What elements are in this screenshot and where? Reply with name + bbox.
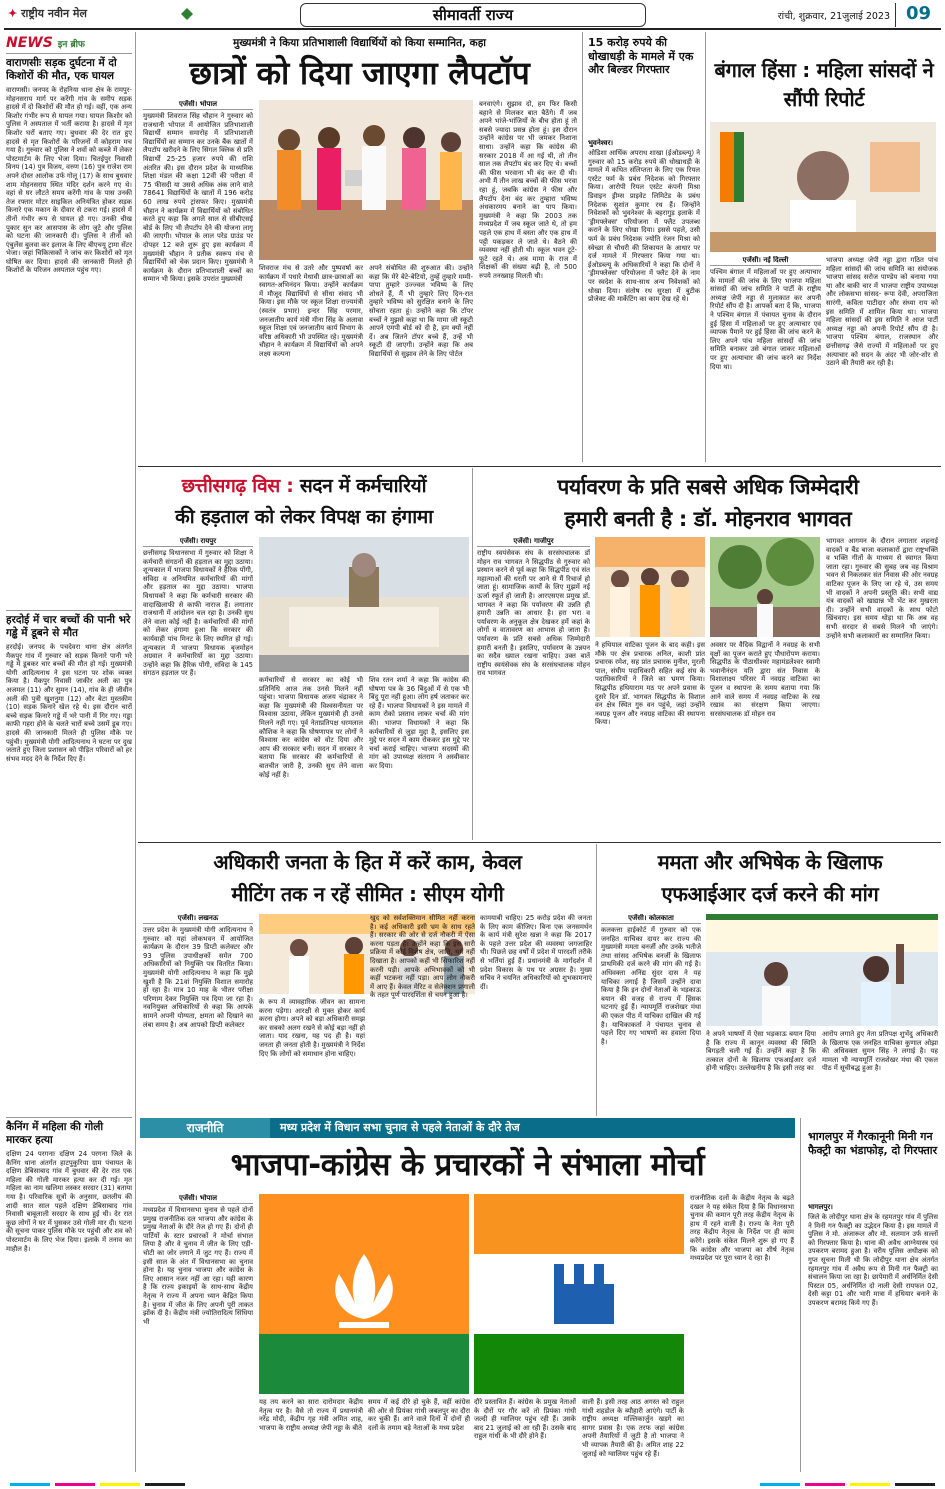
- dateline: रांची, शुक्रवार, 21जुलाई 2023: [777, 11, 890, 22]
- masthead: ✦ राष्ट्रीय नवीन मेल: [8, 7, 87, 20]
- bhagwat-col-3: [710, 641, 820, 837]
- bengal-headline: बंगाल हिंसा : महिला सांसदों ने सौंपी रिपोर्ट: [714, 58, 934, 111]
- cg-col-3: [369, 676, 469, 836]
- bhagalpur-column: [808, 1194, 938, 1468]
- mamata-body-1: कलकत्ता हाईकोर्ट में गुरुवार को एक जनहित याचिका दायर कर राज्य की मुख्यमंत्री ममता बनर्जी और उनके भतीजे तथा सांसद अभिषेक बनर्जी के खिलाफ प्राथमिकी दर्ज करने की मांग की गई है। अधिवक्ता अनिंद्य सुंदर दास ने यह याचिका लगाई है जिसमें उन्होंने दावा किया है कि इन दोनों नेताओं के भड़काऊ बयान की वजह से राज्य में हिंसक घटनाएं हुई हैं। न्यायमूर्ति राजशेखर मंथा की एकल पीठ में याचिका दाखिल की गई है। याचिकाकर्ता ने पंचायत चुनाव से पहले दिए गए भाषणों का हवाला दिया है।: [601, 926, 701, 1046]
- mp-col-5: [582, 1398, 684, 1468]
- mp-body-1: मध्यप्रदेश में विधानसभा चुनाव से पहले दोनों प्रमुख राजनीतिक दल भाजपा और कांग्रेस के प्रमुख नेताओं के दौरे तेज हो गए हैं। दोनों ही पार्टियों के स्टार प्रचारकों ने मोर्चा संभाल लिया है और वे चुनाव में जीत के लिए एड़ी-चोटी का जोर लगाने में जुट गए हैं। राज्य में इसी साल के अंत में विधानसभा का चुनाव होना है। यह चुनाव भाजपा और कांग्रेस के लिए आसान नजर नहीं आ रहा। यही कारण है कि राज्य इकाइयों के साथ-साथ केंद्रीय नेतृत्व ने राज्य में अपना ध्यान केंद्रित किया है। चुनाव में जीत के लिए अपनी पूरी ताकत झोंक दी है। केंद्रीय मंत्री ज्योतिरादित्य सिंधिया भी: [143, 1206, 253, 1326]
- laptop-headline: छात्रों को दिया जाएगा लैपटॉप: [189, 54, 530, 92]
- laptop-col-3: [369, 264, 473, 460]
- yogi-rule: [596, 844, 597, 1116]
- bengal-body-2: भाजपा अध्यक्ष जेपी नड्डा द्वारा गठित पांच महिला सांसदों की जांच समिति का संयोजक भाजपा सांसद सरोज पाण्डेय को बनाया गया था और बाकी चार में भाजपा राष्ट्रीय उपाध्यक्ष और लोकसभा सांसद- रूपा देवी, अपराजिता सारंगी, कविता पाटीदार और संध्या राय को इस समिति में शामिल किया था। भाजपा महिला सांसदों की इस समिति ने आज पार्टी अध्यक्ष नड्डा को अपनी रिपोर्ट सौंप दी है। भाजपा पश्चिम बंगाल, राजस्थान और छत्तीसगढ़ जैसे राज्यों में महिलाओं पर हुए अत्याचार को सदन के अंदर भी जोर-शोर से उठाने की तैयारी कर रही है।: [826, 256, 938, 368]
- bhagwat-photo-1: [595, 537, 705, 637]
- mp-col-3: [368, 1398, 470, 1468]
- odisha-column: [588, 130, 700, 460]
- cg-headline-a: सदन में कर्मचारियों: [299, 475, 427, 497]
- cg-rule: [472, 468, 473, 840]
- registration-bar: [0, 1476, 945, 1486]
- bhagwat-body-2: ने हथियाल वाटिका पूजन के बाद कही। इस मौके पर क्षेत्र प्रचारक अनिल, काशी प्रांत प्रचारक रमेश, सह प्रांत प्रचारक मुनीश, मुरली पाल, संघीय पदाधिकारी सहित कई संघ के पदाधिकारियों ने जिले का भ्रमण किया। सिद्धपीठ हथियाराम मठ पर अपने प्रवास के दूसरे दिन डॉ. भागवत सिद्धपीठ के विशाल वन क्षेत्र स्थित गुरु वन पहुंचे, जहां उन्होंने नवग्रह पूजन और नवग्रह वाटिका की स्थापना किया।: [595, 641, 705, 727]
- yogi-col-2: [259, 998, 365, 1114]
- news-brief-column: [6, 32, 132, 1472]
- politics-section-bar: [140, 1118, 795, 1138]
- mp-headline: भाजपा-कांग्रेस के प्रचारकों ने संभाला मोर्चा: [230, 1147, 705, 1183]
- cg-headline-b: की हड़ताल को लेकर विपक्ष का हंगामा: [175, 506, 433, 528]
- cg-body-1: छत्तीसगढ़ विधानसभा में गुरुवार को शिक्षा ने कर्मचारी संगठनों की हड़ताल का मुद्दा उठाया। शून्यकाल में भाजपा विधायकों ने हैरिक पोंगी, संविदा व अनियमित कर्मचारियों की मांगों और हड़ताल का मुद्दा उठाया। भाजपा विधायकों ने कहा कि कर्मचारी सरकार की वादाखिलाफी से काफी नाराज हैं। लगातार राजधानी में आंदोलन चल रहा है। उनकी सुध लेने वाला कोई नहीं है। कर्मचारियों की मांगों को लेकर हंगामा हुआ कि सरकार की कार्यवाही पांच मिनट के लिए स्थगित हो गई। शून्यकाल में भाजपा विधायक बृजमोहन अग्रवाल ने कर्मचारियों का मुद्दा उठाया। उन्होंने कहा कि हैरिक पोंगी, संविदा के 145 संगठन हड़ताल पर हैं।: [143, 549, 253, 678]
- laptop-byline: एजेंसी। भोपाल: [143, 100, 253, 110]
- brief-item-2: [6, 610, 132, 1113]
- congress-flag-photo: [474, 1194, 684, 1394]
- section-title: सीमावर्ती राज्य: [300, 3, 646, 27]
- mp-body-2: यह तय करने का सारा दारोमदार केंद्रीय नेतृत्व पर है। वैसे तो राज्य में प्रधानमंत्री नरेंद्र मोदी, केंद्रीय गृह मंत्री अमित शाह, भाजपा के राष्ट्रीय अध्यक्ष जेपी नड्डा के बीते: [259, 1398, 363, 1432]
- yogi-col-1: [143, 914, 253, 1114]
- page-number: 09: [895, 3, 941, 27]
- bhagwat-photo-2: [710, 537, 820, 637]
- mamata-byline: एजेंसी। कोलकाता: [601, 914, 701, 924]
- mamata-col-1: [601, 914, 701, 1114]
- header-rule: [4, 28, 941, 30]
- laptop-body-1: मुख्यमंत्री शिवराज सिंह चौहान ने गुरुवार को राजधानी भोपाल में आयोजित प्रतिभाशाली विद्यार्थी सम्मान समारोह में प्रतिभाशाली विद्यार्थियों का सम्मान कर उनके बैंक खातों में लैपटॉप खरीदने के लिए सिंगल क्लिक से प्रति विद्यार्थी 25-25 हजार रुपये की राशि अंतरित की। इस दौरान प्रदेश के माध्यमिक शिक्षा मंडल की कक्षा 12वीं की परीक्षा में 75 फीसदी या उससे अधिक अंक लाने वाले 78641 विद्यार्थियों के खातों में 196 करोड़ 60 लाख रुपये ट्रांसफर किए। मुख्यमंत्री चौहान ने कार्यक्रम में विद्यार्थियों को संबोधित करते हुए कहा कि अगले साल से सीबीएसई बोर्ड के लिए भी लैपटॉप देने की योजना लागू की जाएगी। भोपाल के लाल परेड ग्राउंड पर दोपहर 12 बजे शुरू हुए इस कार्यक्रम में मुख्यमंत्री चौहान ने प्रतीक स्वरूप मंच से विद्यार्थियों को चेक प्रदान किए। मुख्यमंत्री ने कार्यक्रम के दौरान प्रतिभाशाली बच्चों का सम्मान भी किया। इसके उपरांत मुख्यमंत्री: [143, 112, 253, 284]
- mamata-body-2: ने अपने भाषणों में ऐसा भड़काऊ बयान दिया है कि राज्य में कानून व्यवस्था की स्थिति बिगड़ती चली गई है। उन्होंने कहा है कि तत्काल दोनों के खिलाफ एफआईआर दर्ज होनी चाहिए। उल्लेखनीय है कि इसी तरह का: [706, 1030, 816, 1073]
- mamata-col-3: [822, 1030, 938, 1114]
- bhagwat-body-3: अवसर पर वैदिक विद्वानों ने नवग्रह के सभी वृक्षों का पूजन कराते हुए पौधारोपण कराया। सिद्धपीठ के पीठाधीश्वर महामंडलेश्वर स्वामी भवानीनंदन यति द्वारा संत निवास के विशालाक्ष्य परिसर में नवग्रह वाटिका का पूजन व स्थापना के समय बताया गया कि आने वाले समय में नवग्रह वाटिका के रख रखाव का संरक्षण किया जाएगा। सरसंघचालक डॉ मोहन राव: [710, 641, 820, 718]
- bhagwat-headline-b: हमारी बनती है : डॉ. मोहनराव भागवत: [564, 507, 852, 531]
- mamata-headline-b: एफआईआर दर्ज करने की मांग: [661, 882, 879, 906]
- bhagwat-body-4: भागवत आगमन के दौरान लगातार शहनाई वादकों व बैंड बाजा कलाकारों द्वारा राष्ट्रभक्ति व भक्ति गीतों के माध्यम से स्वागत किया जाता रहा। गुरुवार की सुबह जब वह विश्राम भवन से निकलकर संत निवास की ओर नवग्रह वाटिका पूजन के लिए जा रहे थे, उस समय भी वादकों ने अपनी प्रस्तुति की। सभी वाद्य यंत्र वादकों को खाद्यान्न भी भेंट कर मुखरता दी। उन्होंने सभी वादकों के साथ फोटो खिंचवाए। इस समय थोड़ा था कि अब वह सभी सरदार से सबसे मिलने भी जाएंगे। उन्होंने सभी कलाकारों का सम्मानित किया।: [826, 537, 938, 640]
- row1-rule: [138, 466, 941, 467]
- brief-label: इन ब्रीफ: [57, 40, 85, 50]
- bengal-col-1: [710, 256, 821, 461]
- brief-body-1: वाराणसी। जनपद के रोहनिया थाना क्षेत्र के रामपुर-मोहनसराय मार्ग पर करेंगी गांव के समीप सड़क हादसे में दो किशोरों की मौत हो गई। वहीं, एक अन्य किशोर गंभीर रूप से घायल गया। घायल किशोर को पुलिस ने अस्पताल में भर्ती कराया है। हादसे में मृत किशोर घरों बताए गए। बुधवार की देर रात हुए हादसे से मृत किशोरों के परिजनों में कोहराम मच गया है। गुरुवार को पुलिस ने शवों को कब्जे में लेकर पोस्टमार्टम के लिए भेजा दिया। चितईपुर निवासी विनय (14) पुत्र विजय, वरुण (16) पुत्र राजेश राम अपने दोस्त आलोक उर्फ गोलू (17) के साथ बुधवार शाम मोहनसराय स्थित मंदिर दर्शन करने गए थे। वहां से घर लौटते समय करेंगी गांव के पास उनकी तेज रफ्तार मोटर साइकिल अनियंत्रित होकर सड़क किनारे एक मकान के दीवार से टकरा गई। हादसे में तीनों गंभीर रूप से घायल हो गए। उनकी चीख पुकार सुन कर आसपास के लोग जुटे और पुलिस को घटना की जानकारी दी। पुलिस ने तीनों को एंबुलेंस बुलवा कर इलाज के लिए बीएचयू ट्रामा सेंटर भेजा। जहां चिकित्सकों ने जांच कर किशोरों को मृत घोषित कर दिया। हादसे की जानकारी मिलते ही किशोरों के परिजन अस्पताल पहुंच गए।: [6, 86, 132, 275]
- yogi-col-3: [370, 914, 475, 1114]
- politics-section-tag: राजनीति: [140, 1118, 270, 1138]
- yogi-body-1: उत्तर प्रदेश के मुख्यमंत्री योगी आदित्यनाथ ने गुरुवार को यहां लोकभवन में आयोजित कार्यक्रम के दौरान 39 डिप्टी कलेक्टर और 93 पुलिस उपाधीक्षकों समेत 700 अधिकारियों को नियुक्ति पत्र वितरित किया। मुख्यमंत्री योगी आदित्यनाथ ने कहा कि मुझे खुशी है कि 21वां नियुक्ति विशाल समारोह हो रहा है। मात्र 10 माह के भीतर परीक्षा परिणाम देकर नियुक्ति पत्र दिया जा रहा है। नवनियुक्त अधिकारियों से कहा कि आपके सामने अपनी योग्यता, क्षमता को दिखाने का लंबा समय है। अब आपको डिप्टी कलेक्टर: [143, 926, 253, 1029]
- news-brief-label: [6, 32, 132, 54]
- yogi-body-3: खुद को सर्वशक्तिमान सीमित नहीं करना है। कई अधिकारी इसी भ्रम के साथ रहते हैं। सरकार की ओर से दर्ज नौकरी में ऐसा करना पड़ता है। उन्होंने कहा कि इस सारी प्रक्रिया में कोई विशेष क्षेत्र, जाति, धर्म नहीं दिखाता है। आपको कहीं भी सिफारिश नहीं करनी पड़ी। आपके अभिभावकों को भी कहीं भटकना नहीं पड़ा। आप लोग नौकरी में आए हैं। केवल मेरिट व सेलेक्शन प्रणाली के तहत पूर्ण पारदर्शिता से चयन हुआ है।: [370, 914, 475, 1000]
- bhagalpur-headline: भागलपुर में गैरकानूनी मिनी गन फैक्ट्री का भंडाफोड़, दो गिरफ्तार: [808, 1130, 938, 1157]
- mp-body-5: वाली हैं। इसी तरह आठ अगस्त को राहुल गांधी शहडोल के ब्यौहारी आएंगे। पार्टी के राष्ट्रीय अध्यक्ष मल्लिकार्जुन खड़गे का सागर प्रवास है। एक तरफ जहां कांग्रेस अपनी तैयारियों में जुटी है तो भाजपा ने भी व्यापक तैयारी की है। अमित शाह 22 जुलाई को ग्वालियर पहुंच रहे हैं।: [582, 1398, 684, 1458]
- laptop-photo: [259, 100, 473, 260]
- yogi-headline-b: मीटिंग तक न रहें सीमित : सीएम योगी: [231, 882, 504, 906]
- laptop-col-2: [259, 264, 363, 460]
- brief-item-1: [6, 57, 132, 606]
- mamata-col-2: [706, 1030, 816, 1114]
- brief-body-2: हरदोई। जनपद के पचदेवरा थाना क्षेत्र अंतर्गत मैकपुर गांव में गुरुवार को सड़क किनारे पानी भरे गड्ढे में डूबकर चार बच्चों की मौत हो गई। मुख्यमंत्री योगी आदित्यनाथ ने इस घटना पर शोक व्यक्त किया है। मैकपुर निवासी जाकीर अली का पुत्र अजमल (11) और सुमन (14), गांव के ही जीवीन अली की पुत्री खुशनुमा (12) और बेटा मुस्तकीम (10) सड़क किनारे खेल रहे थे। इस दौरान चारों बच्चे सड़क किनारे गड्ढे में भरे पानी में गिर गए। गड्ढा काफी गहरा होने के चलते चारों बच्चे उसमें डूब गए। हादसे की जानकारी मिलते ही पुलिस मौके पर पहुंची। मुख्यमंत्री योगी आदित्यनाथ ने घटना पर दुख जताते हुए जिला प्रशासन को पीड़ित परिवारों को हर संभव मदद देने के निर्देश दिए हैं।: [6, 643, 132, 763]
- mamata-photo: [706, 914, 938, 1026]
- odisha-byline: भुवनेश्वर।: [588, 139, 614, 147]
- brief-body-3: दक्षिण 24 परगनाः दक्षिण 24 परगना जिले के कैनिंग थाना अंतर्गत हाटपुकुरिया ग्राम पंचायत के दक्षिण डेबिसाबाद गांव में बुधवार की देर रात एक महिला की गोली मारकर हत्या कर दी गई। मृत महिला का नाम खलिमा लस्कर सरदार (31) बताया गया है। परिवारिक सूत्रों के अनुसार, छतलीय की शादी सात साल पहले दक्षिण डेबिसाबाद गांव निवासी बाबूलाली सरदार के साथ हुई थी। देर रात कुछ लोगों ने घर में घुसकर उसे गोली मार दी। घटना की सूचना पाकर पुलिस मौके पर पहुंची और शव को पोस्टमार्टम के लिए भेज दिया। इलाके में तनाव का माहौल है।: [6, 1150, 132, 1253]
- laptop-col-4: [479, 100, 577, 460]
- bhagalpur-byline: भागलपुर।: [808, 1203, 833, 1211]
- mp-col-6: [690, 1194, 794, 1468]
- nadda-photo: [710, 122, 936, 252]
- odisha-rule: [705, 32, 706, 462]
- masthead-logo-icon: ✦: [8, 7, 18, 20]
- laptop-col-1: [143, 100, 253, 460]
- bhagwat-col-1: [477, 537, 590, 837]
- brief-item-3: [6, 1117, 132, 1450]
- masthead-ornament-icon: [180, 6, 194, 20]
- mamata-body-3: आरोप लगाते हुए नेता प्रतिपक्ष शुभेंदु अधिकारी के खिलाफ एक जनहित याचिका कुणाल ओझा की अधिवक्ता सुमन सिंह ने लगाई है। यह मामला भी न्यायमूर्ति राजशेखर मंथा की एकल पीठ में सूचीबद्ध हुआ है।: [822, 1030, 938, 1073]
- laptop-kicker: मुख्यमंत्री ने किया प्रतिभाशाली विद्यार्थियों को किया सम्मानित, कहा: [232, 37, 487, 49]
- brief-title-2: हरदोई में चार बच्चों की पानी भरे गड्ढे में डूबने से मौत: [6, 614, 131, 639]
- assembly-photo: [259, 537, 469, 672]
- bhagwat-col-4: [826, 537, 938, 837]
- yogi-body-4: कामयाबी चाहिए। 25 करोड़ प्रदेश की जनता के लिए काम कीजिए। बिना एक जनसमर्थन के कार्य मंत्री सुरेश खन्ना ने कहा कि 2017 के पहले उत्तर प्रदेश की व्यवस्था जगजाहिर थी। पिछले छह वर्षों में प्रदेश में पारदर्शी तरीके से भर्तियां हुई हैं। प्रधानमंत्री के मार्गदर्शन में प्रदेश विकास के पथ पर अग्रसर है। मुख्य सचिव ने चयनित अधिकारियों को शुभकामनाएं दीं।: [480, 914, 592, 991]
- mp-body-4: दौरे प्रस्तावित हैं। कांग्रेस के प्रमुख नेताओं के दौरों पर गौर करें तो प्रियंका गांधी जल्दी ही ग्वालियर पहुंच रही हैं। उसके बाद 21 जुलाई को आ रही हैं। उसके बाद राहुल गांधी के भी दौरे होने हैं।: [474, 1398, 576, 1441]
- bhagwat-headline-a: पर्यावरण के प्रति सबसे अधिक जिम्मेदारी: [557, 475, 859, 499]
- brief-title-3: कैनिंग में महिला की गोली मारकर हत्या: [6, 1121, 104, 1146]
- bjp-flag-photo: [259, 1194, 469, 1394]
- bengal-body-1: पश्चिम बंगाल में महिलाओं पर हुए अत्याचार के मामलों की जांच के लिए भाजपा महिला सांसदों की जांच समिति ने पार्टी के राष्ट्रीय अध्यक्ष जेपी नड्डा से मुलाकात कर अपनी रिपोर्ट सौंप दी है। आपको बता दें कि, भाजपा ने पश्चिम बंगाल में पंचायत चुनाव के दौरान हुई हिंसा में महिलाओं पर हुए अत्याचार एवं व्यापक पैमाने पर हुई हिंसा की जांच करने के लिए अपने पांच महिला सांसदों की जांच समिति बनाकर उसे बंगाल जाकर महिलाओं पर हुए अत्याचार की जांच करने का निर्देश दिया था।: [710, 268, 821, 371]
- left-column-rule: [135, 32, 136, 1472]
- yogi-byline: एजेंसी। लखनऊ: [143, 914, 253, 924]
- mp-body-3: समय में कई दौरे हो चुके हैं, वहीं कांग्रेस की ओर से प्रियंका गांधी जबलपुर का दौरा कर चुकी हैं। आने वाले दिनों में दोनों ही दलों के तमाम बड़े नेताओं के मध्य प्रदेश: [368, 1398, 470, 1432]
- bhagwat-byline: एजेंसी। गाजीपुर: [477, 537, 590, 547]
- cg-kicker: छत्तीसगढ़ विस :: [181, 475, 294, 497]
- row2-rule: [138, 842, 941, 843]
- cg-col-1: [143, 537, 253, 837]
- odisha-headline: 15 करोड़ रुपये की धोखाधड़ी के मामले में एक और बिल्डर गिरफ्तार: [588, 36, 694, 76]
- bengal-col-2: [826, 256, 938, 461]
- mamata-headline-a: ममता और अभिषेक के खिलाफ: [657, 850, 883, 874]
- mp-byline: एजेंसी। भोपाल: [143, 1194, 253, 1204]
- odisha-body: ओडिशा आर्थिक अपराध शाखा (ईओडब्ल्यू) ने गुरुवार को 15 करोड़ रुपये की धोखाधड़ी के मामले में कथित संलिप्तता के लिए एक रियल एस्टेट फर्म के प्रबंध निदेशक को गिरफ्तार किया। आरोपी रियल एस्टेट कंपनी मिश्रा डिवाइन ड्रीम्स प्राइवेट लिमिटेड के प्रबंध निदेशक सुशांत कुमार रथ हैं। जिन्होंने निवेशकों को भुवनेश्वर के बहरागुड़ इलाके में 'ड्रीमफ्लेक्स' परियोजना में फ्लैट उपलब्ध कराने के लिए धोखा दिया। इससे पहले, उसी फर्म के प्रबंध निदेशक ज्योति रंजन मिश्रा को स्वेच्छा से चौधरी की शिकायत के आधार पर दर्ज मामले में गिरफ्तार किया गया था। ईओडब्ल्यू के अधिकारियों ने कहा कि दोनों ने 'ड्रीमफ्लेक्स' परियोजना में फ्लैट देने के नाम पर स्वदेश के साथ-साथ अन्य निवेशकों को धोखा दिया। संतोष रथ सुरक्षा में बुटीक प्रोजेक्ट की मार्केटिंग का काम देख रहे थे।: [588, 149, 700, 304]
- bhagwat-body-1: राष्ट्रीय स्वयंसेवक संघ के सरसंघचालक डॉ मोहन राव भागवत ने सिद्धपीठ से गुरुवार को प्रस्थान करने से पूर्व कहा कि सिद्धपीठ एवं संत महात्माओं की धरती पर आने से मैं रिचार्ज हो जाता हूं। सामाजिक कार्यों के लिए मुझमें नई ऊर्जा स्फूर्त हो जाती है। आरएसएस प्रमुख डॉ. भागवत ने कहा कि पर्यावरण की उन्नति ही हमारी उन्नति का आधार है। हरा भरा व पर्यावरण के अनुकूल क्षेत्र देखकर हमें कहां के लोगों व वातावरण का आभास हो जाता है। पर्यावरण के प्रति सबसे अधिक जिम्मेदारी हमारी बनती है। इसलिए, पर्यावरण के उन्नयन का सदैव ख्याल रखना चाहिए। उक्त बातें राष्ट्रीय स्वयंसेवक संघ के सरसंघचालक मोहन राव भागवत: [477, 549, 590, 678]
- mp-col-4: [474, 1398, 576, 1468]
- cg-col-2: [259, 676, 363, 836]
- laptop-body-3: अपने संबोधित की शुरुआत की। उन्होंने कहा कि मेरे बेटे-बेटियो, तुम्हें तुम्हारे मम्मी-पापा तुम्हारे उज्ज्वल भविष्य के लिए शोधते हैं, मैं भी तुम्हारे लिए दिन-रात तुम्हारे भविष्य को सुरक्षित बनाने के लिए सोचता रहता हूं। उन्होंने कहा कि टॉपर बच्चों ने मुझसे कहा था कि मामा जी स्कूटी आपने एमपी बोर्ड को दी है, हम क्यों नहीं दें। अब जितने टॉपर बच्चे हैं, उन्हें भी स्कूटी दी जाएगी। उन्होंने कहा कि अब विद्यार्थियों से सुझाव लेने के लिए पोर्टल: [369, 264, 473, 358]
- news-label: NEWS: [6, 35, 53, 51]
- bengal-byline: एजेंसी। नई दिल्ली: [710, 256, 821, 266]
- cg-headline-line1: [140, 473, 468, 501]
- mp-col-2: [259, 1398, 363, 1468]
- bhagwat-col-2: [595, 641, 705, 837]
- mp-col-1: [143, 1194, 253, 1468]
- laptop-body-2: शिवराज मंच से उतरे और पुष्पवर्षा कर कार्यक्रम में पधारे मेधावी छात्र-छात्राओं का स्वागत-अभिनंदन किया। उन्होंने कार्यक्रम में मौजूद विद्यार्थियों से सीधा संवाद भी किया। इस मौके पर स्कूल शिक्षा राज्यमंत्री (स्वतंत्र प्रभार) इन्दर सिंह परमार, जनजातीय कार्य मंत्री मीना सिंह के अलावा स्कूल शिक्षा एवं जनजातीय कार्य विभाग के वरिष्ठ अधिकारी भी उपस्थित रहे। मुख्यमंत्री चौहान ने कार्यक्रम में विद्यार्थियों को अपने लक्ष्य कल्पना: [259, 264, 363, 358]
- yogi-col-4: [480, 914, 592, 1114]
- cg-body-2: कर्मचारियों से सरकार का कोई भी प्रतिनिधि आज तक उनसे मिलने नहीं पहुंचा। भाजपा विधायक अजय चंद्राकर ने कहा कि मुख्यमंत्री की विश्वसनीयता पर विश्वास उठाया, लेकिन मुख्यमंत्री ही उनसे मिलने नहीं गए। पूर्व नेताप्रतिपक्ष धरमलाल कौशिक ने कहा कि घोषणापत्र पर लोगों ने विश्वास कर कांग्रेस को वोट दिया और आप की सरकार बनी। सदन में सरकार ने बताया कि सरकार की कर्मचारियों से बातचीत जारी है, उनकी सुध लेने वाला कोई नहीं है।: [259, 676, 363, 779]
- cg-body-3: शिव रतन शर्मा ने कहा कि कांग्रेस की घोषणा पत्र के 36 बिंदुओं में से एक भी बिंदु पूरा नहीं हुआ। लोग हर्ष जताकर कर रहे हैं। भाजपा विधायकों ने इस मामले में काम रोको प्रस्ताव लाकर चर्चा की मांग की। भाजपा विधायकों ने कहा कि कर्मचारियों से जुड़ा मुद्दा है, इसलिए इस मुद्दे पर सदन में काम रोककर इस मुद्दे पर चर्चा कराई चाहिए। भाजपा सदस्यों की मांग को उपाध्यक्ष संतराम ने अस्वीकार कर दिया।: [369, 676, 469, 770]
- bhagalpur-body: जिले के लोदीपुर थाना क्षेत्र के रहमतपुर गांव में पुलिस ने मिनी गन फैक्ट्री का उद्भेदन किया है। इस मामले में पुलिस ने मो. अंजारूल और मो. सलमान उर्फ सल्लों को गिरफ्तार किया है। थाना की अवैध आग्नेयास्त्र एवं उपकरण बरामद हुआ है। वरीय पुलिस अधीक्षक को गुप्त सूचना मिली थी कि लोदीपुर थाना क्षेत्र अंतर्गत रहमतपुर गांव में अवैध रूप से मिनी गन फैक्ट्री का संचालन किया जा रहा है। छापेमारी में अर्धनिर्मित देसी पिस्टल 05, अर्धनिर्मित दो नाली देसी रायफल 02, देसी कट्टा 01 और भारी मात्रा में हथियार बनाने के उपकरण बरामद किये गए हैं।: [808, 1213, 938, 1307]
- yogi-headline-a: अधिकारी जनता के हित में करें काम, केवल: [213, 850, 522, 874]
- mp-rule: [800, 1118, 801, 1472]
- brief-title-1: वाराणसीः सड़क दुर्घटना में दो किशोरों की मौत, एक घायल: [6, 57, 117, 82]
- laptop-body-4: बनवाएंगे। सुझाव दो, हम फिर किसी बहाने से मिलकर बात बैठेंगे। मैं जब अपने भांजे-भांजियों के बीच होता हूं तो सबसे ज्यादा प्रसन्न होता हूं। इस दौरान उन्होंने कांग्रेस पर भी जमकर निशाना साधा। उन्होंने कहा कि कांग्रेस की सरकार 2018 में आ गई थी, तो तीन साल तक लैपटॉप बंद कर दिए थे। बच्चों की फीस भरवाना भी बंद कर दी थी। अभी मैं तीन लाख बच्चों की फीस भरवा रहा हूं, जबकि कांग्रेस ने फीस और लैपटॉप देना बंद कर तुम्हारा भविष्य अंधकारमय बनाने का पाप किया। मुख्यमंत्री ने कहा कि 2003 तक मध्यप्रदेश में जब स्कूल जाते थे, तो हम पहले एक हाथ में बस्ता और एक हाथ में पट्टी पकड़कर ले जाते थे। बैठने की व्यवस्था नहीं होती थी। स्कूल भवन टूटे-फूटे रहते थे। अब मामा के राज में शिक्षकों की संख्या बढ़ी है, तो 500 रुपये तनख्वाह मिलती थी।: [479, 100, 577, 280]
- mp-kicker: मध्य प्रदेश में विधान सभा चुनाव से पहले नेताओं के दौरे तेज: [280, 1121, 520, 1134]
- laptop-rule: [582, 32, 583, 462]
- yogi-body-2: के रूप में व्यावहारिक जीवन का सामना करना पड़ेगा। आरक्षी से मुक्त होकर कार्य करना होगा। अपने को बड़ा अधिकारी समझ कर सबको अलग रखने से कोई बड़ा नहीं हो जाता। याद रखना, यह पद ही है। यहां जनता ही जनता होती है। मुख्यमंत्री ने निर्देश दिए कि लोगों को समाधान होना चाहिए।: [259, 998, 365, 1058]
- cg-byline: एजेंसी। रायपुर: [143, 537, 253, 547]
- mp-body-6: राजनीतिक दलों के केंद्रीय नेतृत्व के बढ़ते दखल ने यह संकेत दिया है कि विधानसभा चुनाव की कमान पूरी तरह केंद्रीय नेतृत्व के हाथ में रहने वाली है। राज्य के नेता पूरी तरह केंद्रीय नेतृत्व के निर्देश पर ही काम करेंगे। इसके संकेत मिलने शुरू हो गए हैं कि कांग्रेस और भाजपा का शीर्ष नेतृत्व मध्यप्रदेश पर पूरा ध्यान दे रहा है।: [690, 1194, 794, 1263]
